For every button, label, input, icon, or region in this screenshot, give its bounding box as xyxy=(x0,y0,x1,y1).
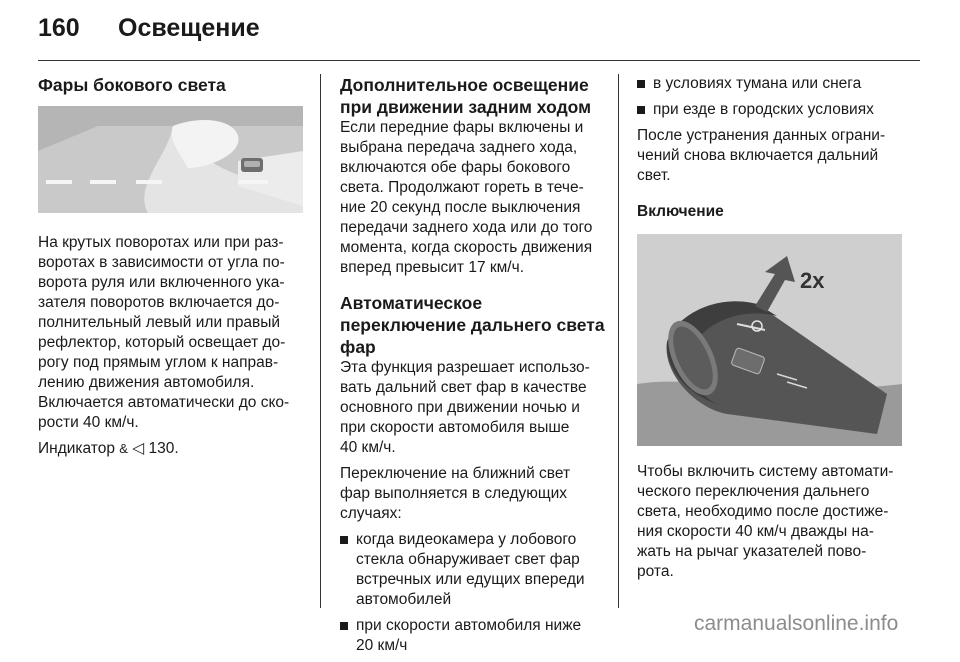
low-beam-conditions-list xyxy=(340,530,605,656)
activation-instructions: Чтобы включить систему автомати- ческого переключения дальнего света, необходимо после достиже- ния скорости 40 км/ч дважды на- жать на рычаг указателей пово- рота. xyxy=(637,463,894,580)
page-header xyxy=(38,14,260,54)
square-bullet-icon xyxy=(637,106,645,114)
column-1 xyxy=(38,74,303,465)
low-beam-conditions-list-continued xyxy=(637,74,902,120)
cornering-light-indicator-icon: & xyxy=(119,441,128,456)
square-bullet-icon xyxy=(340,622,348,630)
cornering-lights-description: На крутых поворотах или при раз- воротах в зависимости от угла по- ворота руля или включенного ука- зателя поворотов включается до- полнительный левый или правый рефлектор, который освещает до- рогу под прямым углом к направ- лению движения автомобиля. Включается автоматически до ско- рости 40 км/ч. xyxy=(38,234,290,431)
page-reference-link[interactable]: 130. xyxy=(148,440,179,457)
column-2 xyxy=(340,74,605,662)
cornering-light-illustration xyxy=(38,106,303,213)
column-3 xyxy=(637,74,902,588)
section-heading-cornering-lights: Фары бокового света xyxy=(38,75,226,95)
header-rule xyxy=(38,60,920,61)
indicator-reference: Индикатор & ◁ 130. xyxy=(38,440,179,457)
list-item: при скорости автомобиля ниже 20 км/ч xyxy=(340,616,605,656)
section-heading-reverse-lighting: Дополнительное освещение при движении задним ходом xyxy=(340,75,592,117)
list-item: когда видеокамера у лобового стекла обнаруживает свет фар встречных или едущих впереди автомобилей xyxy=(340,530,605,610)
page-title: Освещение xyxy=(118,14,260,42)
reverse-lighting-description: Если передние фары включены и выбрана передача заднего хода, включаются обе фары бокового света. Продолжают гореть в тече- ние 20 секунд после выключения передачи заднего хода или до того момента, когда скорость движения вперед превысит 17 км/ч. xyxy=(340,119,593,276)
section-heading-auto-high-beam: Автоматическое переключение дальнего света фар xyxy=(340,293,605,357)
low-beam-conditions-intro: Переключение на ближний свет фар выполняется в следующих случаях: xyxy=(340,465,571,522)
column-divider xyxy=(320,74,321,608)
list-item: при езде в городских условиях xyxy=(637,100,902,120)
page-reference-arrow-icon: ◁ xyxy=(132,440,145,457)
list-item: в условиях тумана или снега xyxy=(637,74,902,94)
restore-high-beam-description: После устранения данных ограни- чений снова включается дальний свет. xyxy=(637,127,886,184)
column-divider xyxy=(618,74,619,608)
square-bullet-icon xyxy=(340,536,348,544)
watermark: carmanualsonline.info xyxy=(694,612,899,635)
auto-high-beam-description: Эта функция разрешает использо- вать дальний свет фар в качестве основного при движении ночью и при скорости автомобиля выше 40 км/ч. xyxy=(340,359,590,456)
subheading-activation: Включение xyxy=(637,203,724,220)
square-bullet-icon xyxy=(637,80,645,88)
page-number: 160 xyxy=(38,14,80,42)
press-twice-label: 2x xyxy=(800,268,825,293)
turn-signal-lever-illustration xyxy=(637,234,902,446)
